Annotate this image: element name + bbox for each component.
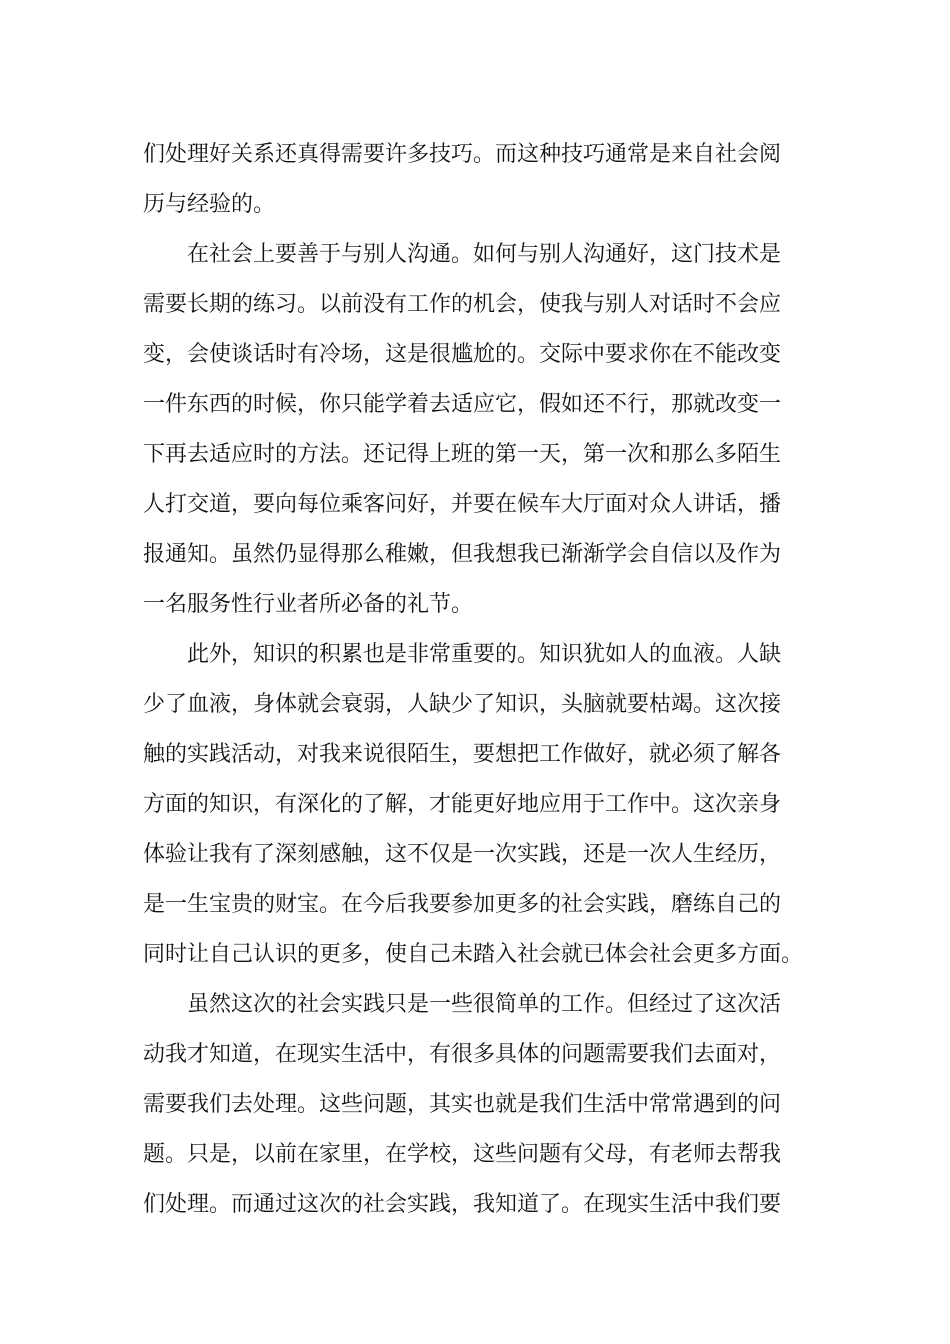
paragraph-4 [143, 980, 808, 1230]
text-line: 是一生宝贵的财宝。在今后我要参加更多的社会实践，磨练自己的 [143, 892, 782, 917]
text-line: 历与经验的。 [143, 192, 276, 217]
text-line: 们处理。而通过这次的社会实践，我知道了。在现实生活中我们要 [143, 1192, 782, 1217]
paragraph-2 [143, 230, 808, 630]
text-line: 一件东西的时候，你只能学着去适应它，假如还不行，那就改变一 [143, 392, 782, 417]
paragraph-3 [143, 630, 808, 980]
text-line: 变，会使谈话时有冷场，这是很尴尬的。交际中要求你在不能改变 [143, 342, 782, 367]
paragraph-1 [143, 130, 808, 230]
text-line: 们处理好关系还真得需要许多技巧。而这种技巧通常是来自社会阅 [143, 142, 782, 167]
text-line-indented: 此外，知识的积累也是非常重要的。知识犹如人的血液。人缺 [187, 642, 782, 667]
text-line: 同时让自己认识的更多，使自己未踏入社会就已体会社会更多方面。 [143, 942, 804, 967]
text-line: 动我才知道，在现实生活中，有很多具体的问题需要我们去面对， [143, 1042, 782, 1067]
text-line: 题。只是，以前在家里，在学校，这些问题有父母，有老师去帮我 [143, 1142, 782, 1167]
text-line: 体验让我有了深刻感触，这不仅是一次实践，还是一次人生经历， [143, 842, 782, 867]
text-line: 报通知。虽然仍显得那么稚嫩，但我想我已渐渐学会自信以及作为 [143, 542, 782, 567]
text-line: 一名服务性行业者所必备的礼节。 [143, 592, 474, 617]
text-line: 少了血液，身体就会衰弱，人缺少了知识，头脑就要枯竭。这次接 [143, 692, 782, 717]
text-line: 人打交道，要向每位乘客问好，并要在候车大厅面对众人讲话，播 [143, 492, 782, 517]
text-line: 需要长期的练习。以前没有工作的机会，使我与别人对话时不会应 [143, 292, 782, 317]
document-body [143, 130, 808, 1230]
text-line: 下再去适应时的方法。还记得上班的第一天，第一次和那么多陌生 [143, 442, 782, 467]
text-line: 方面的知识，有深化的了解，才能更好地应用于工作中。这次亲身 [143, 792, 782, 817]
text-line-indented: 在社会上要善于与别人沟通。如何与别人沟通好，这门技术是 [187, 242, 782, 267]
text-line: 需要我们去处理。这些问题，其实也就是我们生活中常常遇到的问 [143, 1092, 782, 1117]
text-line-indented: 虽然这次的社会实践只是一些很简单的工作。但经过了这次活 [187, 992, 782, 1017]
text-line: 触的实践活动，对我来说很陌生，要想把工作做好，就必须了解各 [143, 742, 782, 767]
